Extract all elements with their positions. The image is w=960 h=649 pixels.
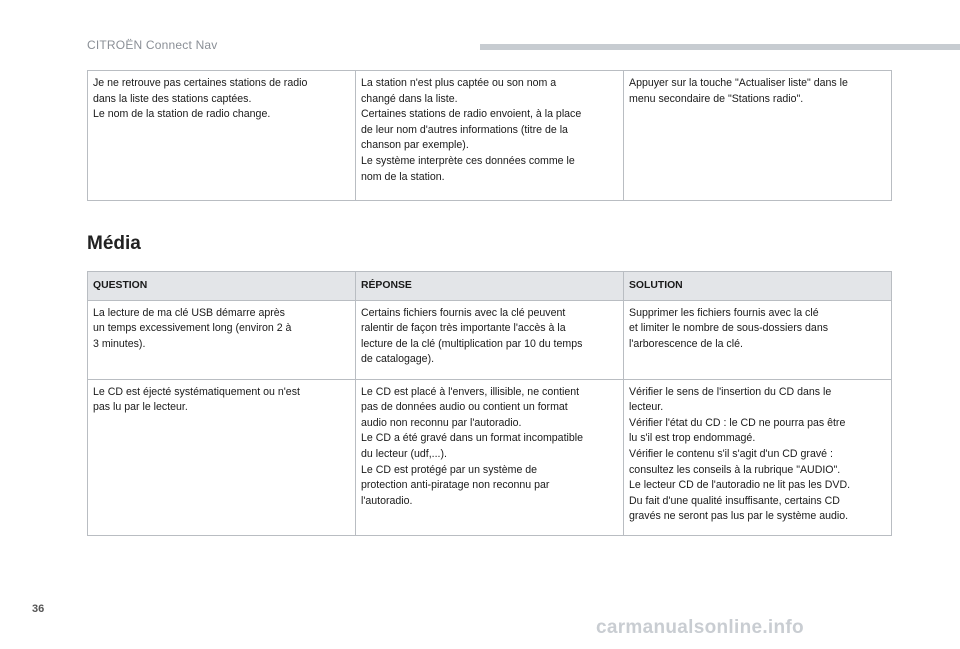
question-cell: Je ne retrouve pas certaines stations de radio dans la liste des stations captées. Le nom de la station de radio change. bbox=[88, 71, 356, 201]
header-divider-bar bbox=[480, 44, 960, 50]
media-troubleshooting-table bbox=[87, 271, 892, 536]
section-title: Média bbox=[87, 233, 141, 254]
answer-cell: La station n'est plus captée ou son nom a changé dans la liste. Certaines stations de radio envoient, à la place de leur nom d'autres informations (titre de la chanson par exemple). Le système interprète ces données comme le nom de la station. bbox=[356, 71, 624, 201]
table-row bbox=[88, 379, 892, 535]
question-cell: La lecture de ma clé USB démarre après un temps excessivement long (environ 2 à 3 minutes). bbox=[88, 300, 356, 379]
answer-cell: Certains fichiers fournis avec la clé peuvent ralentir de façon très importante l'accès à la lecture de la clé (multiplication par 10 du temps de catalogage). bbox=[356, 300, 624, 379]
table-row bbox=[88, 71, 892, 201]
column-header-answer: RÉPONSE bbox=[356, 272, 624, 301]
question-cell: Le CD est éjecté systématiquement ou n'est pas lu par le lecteur. bbox=[88, 379, 356, 535]
solution-cell: Vérifier le sens de l'insertion du CD dans le lecteur. Vérifier l'état du CD : le CD ne pourra pas être lu s'il est trop endommagé. Vérifier le contenu s'il s'agit d'un CD gravé : consultez les conseils à la rubrique "AUDIO". Le lecteur CD de l'autoradio ne lit pas les DVD. Du fait d'une qualité insuffisante, certains CD gravés ne seront pas lus par le système audio. bbox=[624, 379, 892, 535]
solution-cell: Supprimer les fichiers fournis avec la clé et limiter le nombre de sous-dossiers dans l'arborescence de la clé. bbox=[624, 300, 892, 379]
solution-cell: Appuyer sur la touche "Actualiser liste" dans le menu secondaire de "Stations radio". bbox=[624, 71, 892, 201]
radio-troubleshooting-table bbox=[87, 70, 892, 201]
column-header-question: QUESTION bbox=[88, 272, 356, 301]
page-number: 36 bbox=[32, 603, 45, 615]
answer-cell: Le CD est placé à l'envers, illisible, ne contient pas de données audio ou contient un format audio non reconnu par l'autoradio. Le CD a été gravé dans un format incompatible du lecteur (udf,...). Le CD est protégé par un système de protection anti-piratage non reconnu par l'autoradio. bbox=[356, 379, 624, 535]
table-row bbox=[88, 300, 892, 379]
document-header-title: CITROËN Connect Nav bbox=[87, 38, 218, 52]
column-header-solution: SOLUTION bbox=[624, 272, 892, 301]
watermark-text: carmanualsonline.info bbox=[596, 617, 804, 638]
table-header-row bbox=[88, 272, 892, 301]
